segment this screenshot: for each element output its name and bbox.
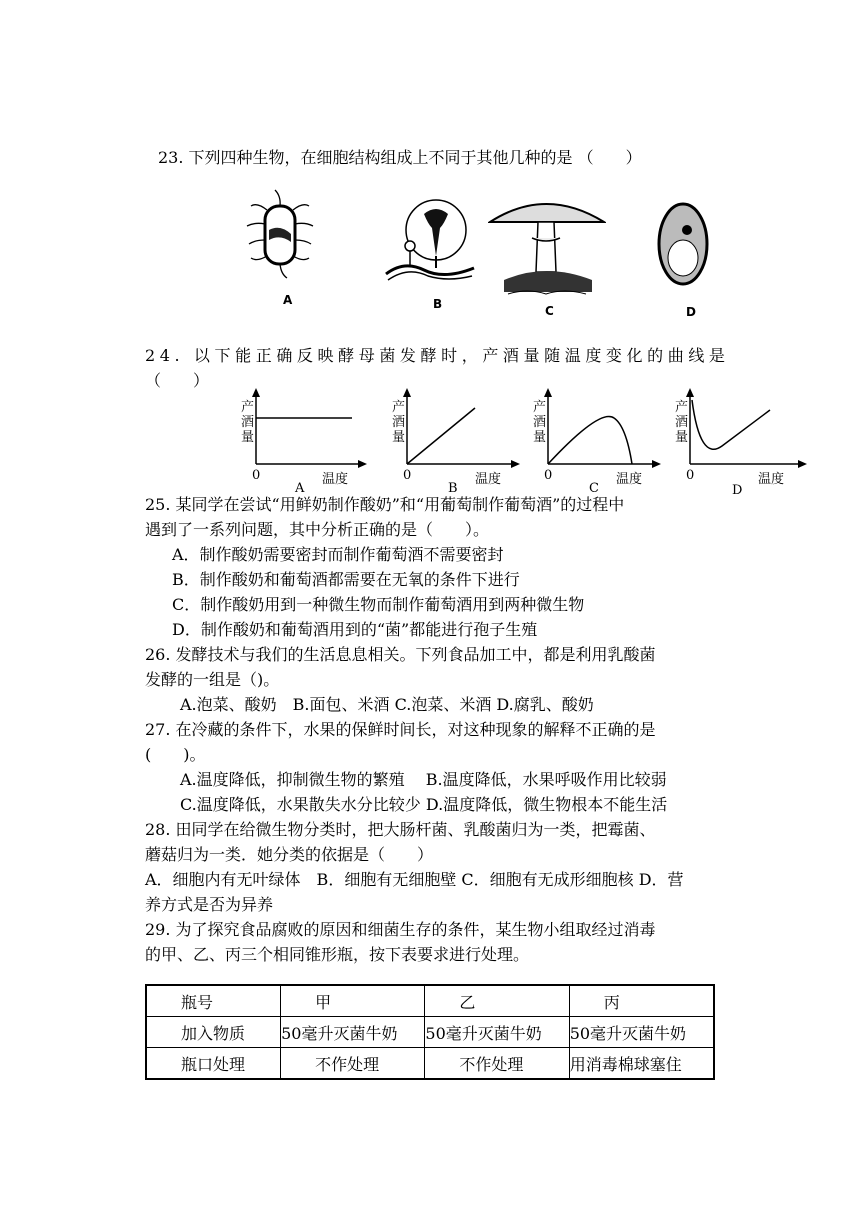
graph-d-label: D xyxy=(732,483,743,498)
q23-label-a: A xyxy=(283,293,293,307)
q28-text: 28. 田同学在给微生物分类时，把大肠杆菌、乳酸菌归为一类，把霉菌、 xyxy=(145,820,656,839)
table-row xyxy=(146,985,714,1017)
graph-d xyxy=(672,388,808,498)
q25-option-b: B．制作酸奶和葡萄酒都需要在无氧的条件下进行 xyxy=(172,570,520,589)
q28-options: A．细胞内有无叶绿体 B．细胞有无细胞壁 C．细胞有无成形细胞核 D．营 xyxy=(145,870,684,889)
q24-paren: （ ） xyxy=(145,371,210,390)
q25-text-cont: 遇到了一系列问题，其中分析正确的是（ ）。 xyxy=(145,520,490,539)
bacterium-figure xyxy=(245,188,315,280)
graph-a-xlabel: 温度 xyxy=(322,472,349,487)
graph-c xyxy=(530,388,662,494)
q29-text-cont: 的甲、乙、丙三个相同锥形瓶，按下表要求进行处理。 xyxy=(145,945,530,964)
graph-b-origin: 0 xyxy=(403,468,412,483)
table-cell: 用消毒棉球塞住 xyxy=(569,1048,714,1080)
q23-text: 23. 下列四种生物，在细胞结构组成上不同于其他几种的是 （ ） xyxy=(158,148,642,167)
mold-figure xyxy=(384,196,476,282)
mushroom-figure xyxy=(488,192,606,296)
q23-label-b: B xyxy=(433,297,443,311)
q23-label-c: C xyxy=(545,304,554,318)
q28-text-cont: 蘑菇归为一类．她分类的依据是（ ） xyxy=(145,845,434,864)
table-cell: 甲 xyxy=(281,985,425,1017)
table-cell: 瓶口处理 xyxy=(146,1048,281,1080)
q27-paren: ( )。 xyxy=(145,745,206,764)
q25-option-a: A．制作酸奶需要密封而制作葡萄酒不需要密封 xyxy=(172,545,504,564)
graph-a-origin: 0 xyxy=(252,468,261,483)
q28-options-cont: 养方式是否为异养 xyxy=(145,895,274,914)
q26-text-cont: 发酵的一组是（)。 xyxy=(145,670,280,689)
table-cell: 乙 xyxy=(425,985,569,1017)
q25-option-d: D．制作酸奶和葡萄酒用到的“菌”都能进行孢子生殖 xyxy=(172,620,538,639)
graph-b-ylabel: 产 酒 量 xyxy=(392,400,406,445)
q29-text: 29. 为了探究食品腐败的原因和细菌生存的条件，某生物小组取经过消毒 xyxy=(145,920,656,939)
graph-b-curve xyxy=(407,408,475,464)
q27-text: 27. 在冷藏的条件下，水果的保鲜时间长，对这种现象的解释不正确的是 xyxy=(145,720,656,739)
graph-d-xlabel: 温度 xyxy=(758,472,785,487)
table-cell: 不作处理 xyxy=(425,1048,569,1080)
table-cell: 50毫升灭菌牛奶 xyxy=(569,1017,714,1048)
q26-options: A.泡菜、酸奶 B.面包、米酒 C.泡菜、米酒 D.腐乳、酸奶 xyxy=(180,695,594,714)
q27-options-cd: C.温度降低，水果散失水分比较少 D.温度降低，微生物根本不能生活 xyxy=(180,795,668,814)
table-cell: 50毫升灭菌牛奶 xyxy=(281,1017,425,1048)
graph-a-label: A xyxy=(295,481,305,496)
table-cell: 丙 xyxy=(569,985,714,1017)
yeast-cell-figure xyxy=(655,200,711,288)
table-cell: 50毫升灭菌牛奶 xyxy=(425,1017,569,1048)
table-cell: 不作处理 xyxy=(281,1048,425,1080)
graph-d-ylabel: 产 酒 量 xyxy=(675,400,689,445)
table-row xyxy=(146,1017,714,1048)
graph-a-ylabel: 产 酒 量 xyxy=(241,400,255,445)
graph-d-curve xyxy=(692,400,770,449)
table-row xyxy=(146,1048,714,1080)
q25-text: 25. 某同学在尝试“用鲜奶制作酸奶”和“用葡萄制作葡萄酒”的过程中 xyxy=(145,495,625,514)
table-cell: 瓶号 xyxy=(146,985,281,1017)
graph-c-curve xyxy=(548,416,632,464)
graph-c-xlabel: 温度 xyxy=(616,472,643,487)
graph-a xyxy=(236,388,368,494)
q26-text: 26. 发酵技术与我们的生活息息相关。下列食品加工中，都是利用乳酸菌 xyxy=(145,645,656,664)
graph-c-label: C xyxy=(589,481,599,496)
graph-c-origin: 0 xyxy=(544,468,553,483)
graph-d-origin: 0 xyxy=(686,468,695,483)
table-cell: 加入物质 xyxy=(146,1017,281,1048)
treatment-table xyxy=(145,984,715,1080)
graph-c-ylabel: 产 酒 量 xyxy=(533,400,547,445)
q24-text: 24. 以下能正确反映酵母菌发酵时，产酒量随温度变化的曲线是 xyxy=(145,346,730,365)
q25-option-c: C．制作酸奶用到一种微生物而制作葡萄酒用到两种微生物 xyxy=(172,595,585,614)
graph-b xyxy=(389,388,521,494)
q23-label-d: D xyxy=(686,305,696,319)
q27-options-ab: A.温度降低，抑制微生物的繁殖 B.温度降低，水果呼吸作用比较弱 xyxy=(180,770,667,789)
graph-b-xlabel: 温度 xyxy=(475,472,502,487)
graph-b-label: B xyxy=(448,481,458,496)
